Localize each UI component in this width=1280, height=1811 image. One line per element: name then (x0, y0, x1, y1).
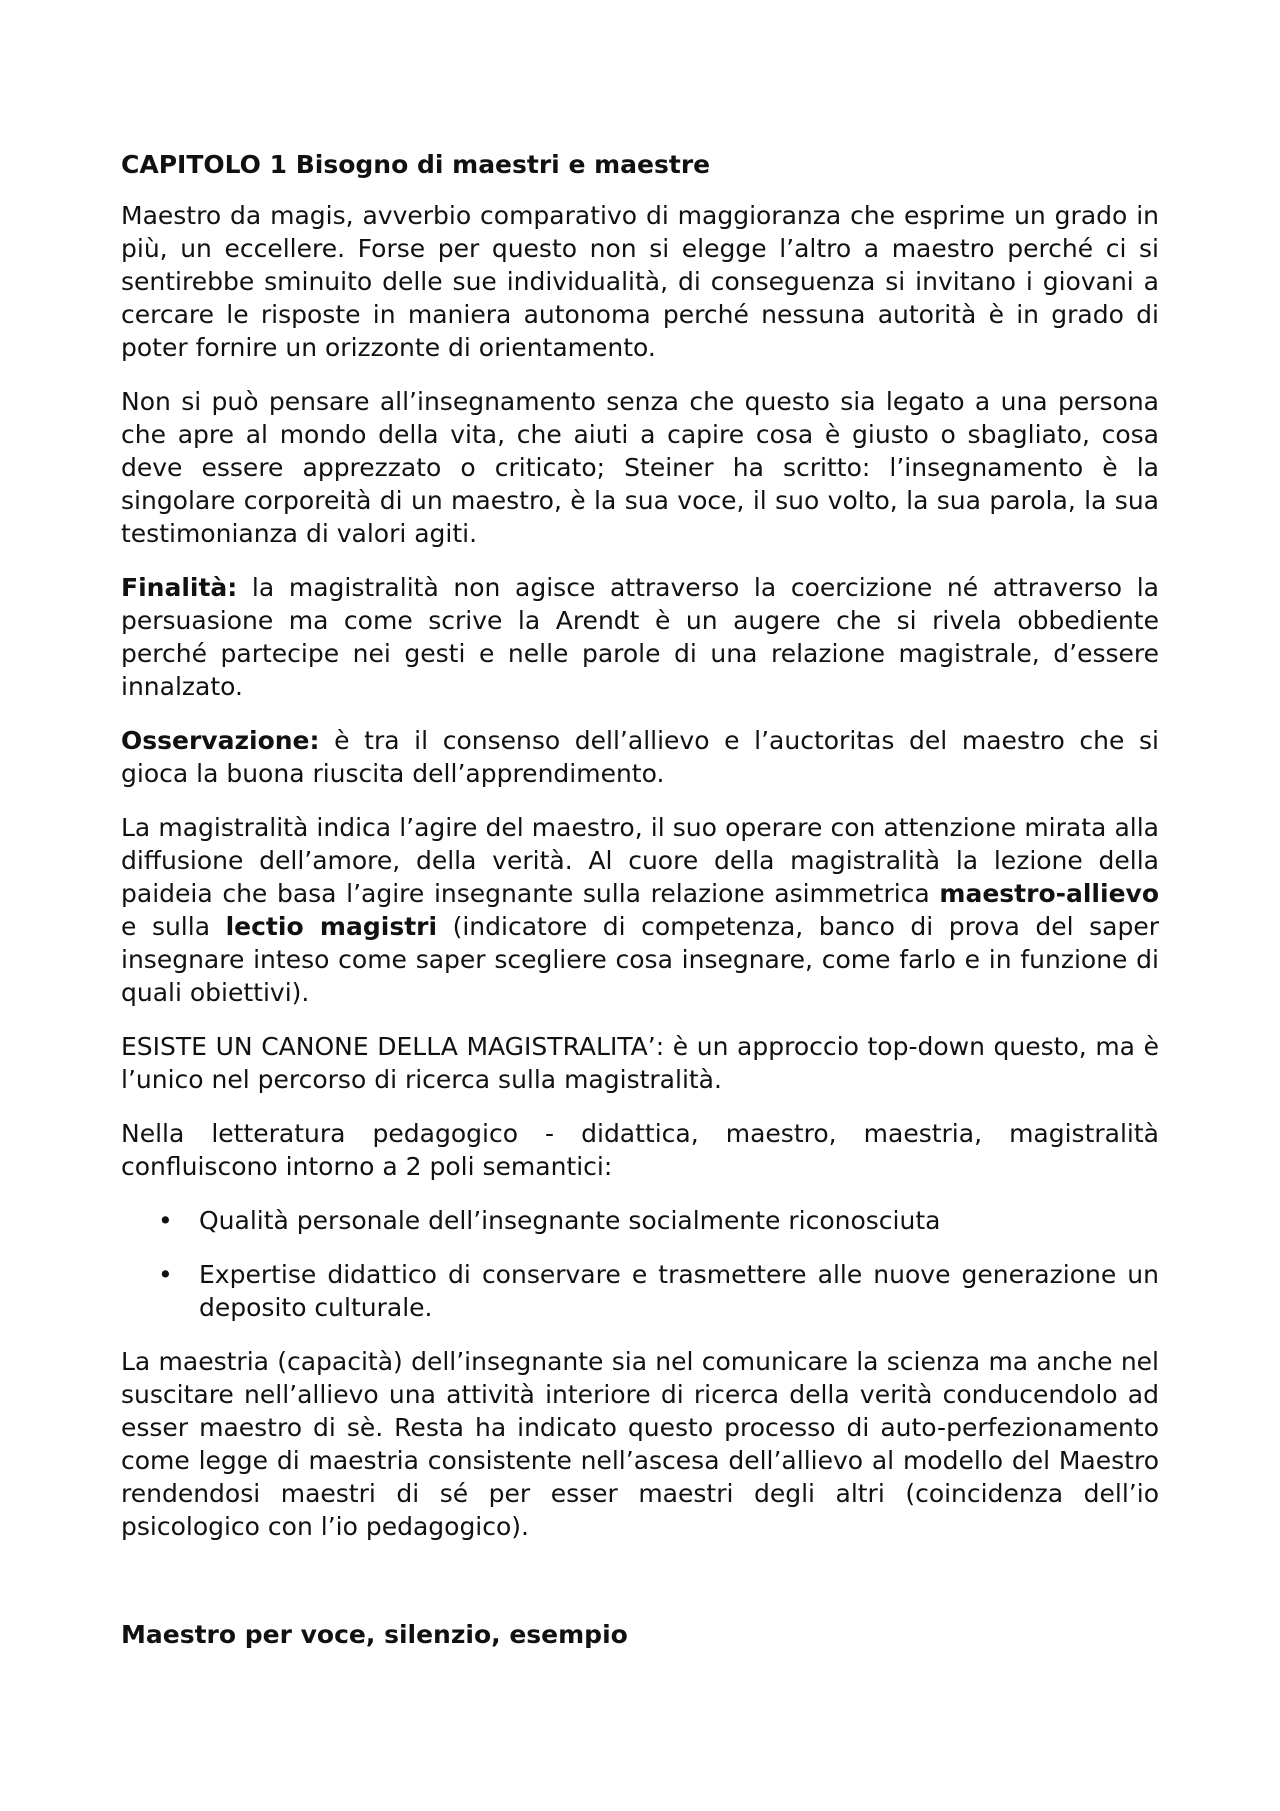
paragraph-canone: ESISTE UN CANONE DELLA MAGISTRALITA’: è un approccio top-down questo, ma è l’unico nel percorso di ricerca sulla magistralità. (121, 1032, 1159, 1094)
paragraph-maestria: La maestria (capacità) dell’insegnante sia nel comunicare la scienza ma anche nel suscitare nell’allievo una attività interiore di ricerca della verità conducendolo ad esser maestro di sè. Resta ha indicato questo processo di auto-perfezionamento come legge di maestria consistente nell’ascesa dell’allievo al modello del Maestro rendendosi maestri di sé per esser maestri degli altri (coincidenza dell’io psicologico con l’io pedagogico). (121, 1347, 1159, 1541)
list-item (121, 1258, 1159, 1324)
section-title: Maestro per voce, silenzio, esempio (121, 1620, 628, 1649)
list-item-text: Qualità personale dell’insegnante socialmente riconosciuta (199, 1206, 941, 1235)
magistralita-text-1: La magistralità indica l’agire del maestro, il suo operare con attenzione mirata alla diffusione dell’amore, della verità. Al cuore della magistralità la lezione della paideia che basa l’agire insegnante sulla relazione asimmetrica (121, 813, 1159, 908)
chapter-title: CAPITOLO 1 Bisogno di maestri e maestre (121, 150, 711, 179)
document-page (121, 148, 1159, 1652)
magistralita-text-3: (indicatore di competenza, banco di prova del saper insegnare inteso come saper scegliere cosa insegnare, come farlo e in funzione di quali obiettivi). (121, 912, 1159, 1007)
paragraph-poli-semantici: Nella letteratura pedagogico - didattica, maestro, maestria, magistralità confluiscono intorno a 2 poli semantici: (121, 1119, 1159, 1181)
osservazione-label: Osservazione: (121, 726, 320, 755)
paragraph-magis: Maestro da magis, avverbio comparativo di maggioranza che esprime un grado in più, un eccellere. Forse per questo non si elegge l’altro a maestro perché ci si sentirebbe sminuito delle sue individualità, di conseguenza si invitano i giovani a cercare le risposte in maniera autonoma perché nessuna autorità è in grado di poter fornire un orizzonte di orientamento. (121, 201, 1159, 362)
finalita-label: Finalità: (121, 573, 238, 602)
list-item-text: Expertise didattico di conservare e trasmettere alle nuove generazione un deposito culturale. (199, 1260, 1159, 1322)
magistralita-text-2: e sulla (121, 912, 226, 941)
bullet-mark: • (158, 1206, 173, 1235)
list-item (121, 1204, 1159, 1237)
osservazione-text: è tra il consenso dell’allievo e l’auctoritas del maestro che si gioca la buona riuscita dell’apprendimento. (121, 726, 1159, 788)
finalita-text: la magistralità non agisce attraverso la coercizione né attraverso la persuasione ma come scrive la Arendt è un augere che si rivela obbediente perché partecipe nei gesti e nelle parole di una relazione magistrale, d’essere innalzato. (121, 573, 1159, 701)
bullet-list (121, 1204, 1159, 1324)
bullet-mark: • (158, 1260, 173, 1289)
paragraph-osservazione (121, 724, 1159, 790)
lectio-magistri-bold: lectio magistri (225, 912, 438, 941)
paragraph-magistralita (121, 811, 1159, 1009)
maestro-allievo-bold: maestro-allievo (939, 879, 1159, 908)
paragraph-steiner: Non si può pensare all’insegnamento senza che questo sia legato a una persona che apre al mondo della vita, che aiuti a capire cosa è giusto o sbagliato, cosa deve essere apprezzato o criticato; Steiner ha scritto: l’insegnamento è la singolare corporeità di un maestro, è la sua voce, il suo volto, la sua parola, la sua testimonianza di valori agiti. (121, 387, 1159, 548)
paragraph-finalita (121, 571, 1159, 703)
